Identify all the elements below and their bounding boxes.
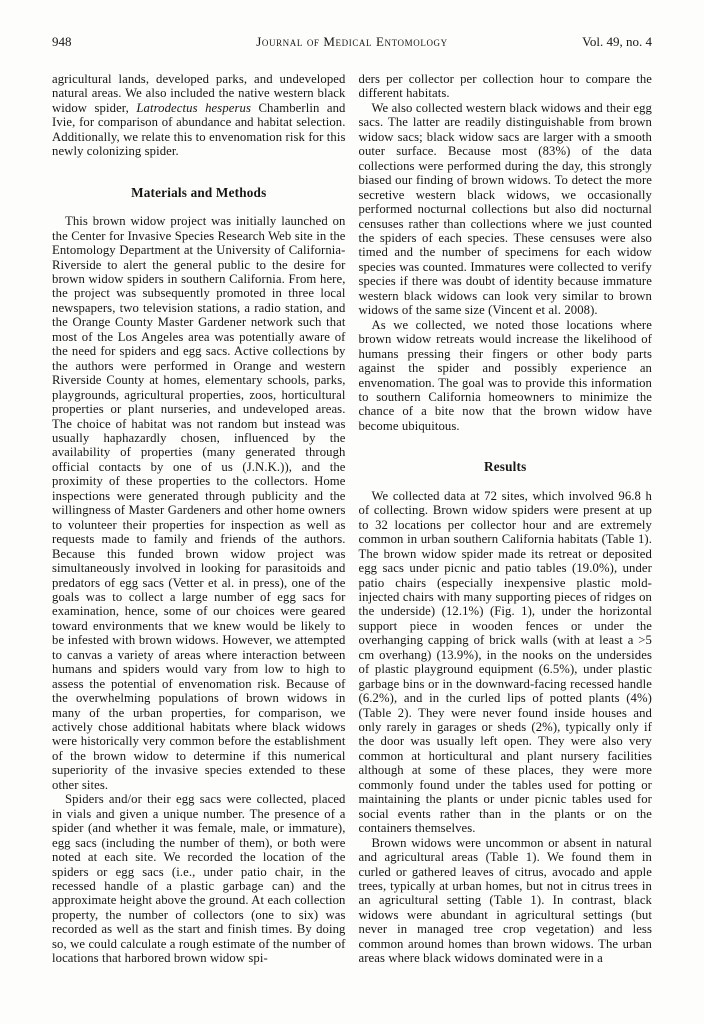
volume-issue: Vol. 49, no. 4 bbox=[582, 34, 652, 49]
left-column bbox=[52, 72, 346, 966]
species-name: Latrodectus hesperus bbox=[136, 100, 252, 115]
methods-paragraph-4: As we collected, we noted those locations where brown widow retreats would increase the likelihood of humans pressing their fingers or other body parts against the spider and possibly experience an envenomation. The goal was to provide this information to southern California homeowners to minimize the chance of a bite now that the brown widow have become ubiquitous. bbox=[358, 317, 652, 433]
page-number: 948 bbox=[52, 34, 72, 49]
journal-title: Journal of Medical Entomology bbox=[256, 34, 448, 49]
methods-paragraph-1: This brown widow project was initially launched on the Center for Invasive Species Research Web site in the Entomology Department at the University of California-Riverside to alert the general public to the desire for brown widow spiders in southern California. From here, the project was subsequently promoted in three local newspapers, two television stations, a radio station, and the Orange County Master Gardener network such that most of the Los Angeles area was potentially aware of the need for spiders and egg sacs. Active collections by the authors were performed in Orange and western Riverside County at homes, elementary schools, parks, playgrounds, agricultural properties, zoos, horticultural properties or plant nurseries, and undeveloped areas. The choice of habitat was not random but instead was usually haphazardly chosen, influenced by the availability of properties (many generated through official contacts by one of us (J.N.K.)), and the proximity of these properties to the collectors. Home inspections were generated through publicity and the willingness of Master Gardeners and other home owners to volunteer their properties for inspection as well as requests made to family and friends of the authors. Because this funded brown widow project was simultaneously involved in looking for parasitoids and predators of egg sacs (Vetter et al. in press), one of the goals was to collect a large number of egg sacs for examination, hence, some of our choices were geared toward environments that we knew would be likely to be infested with brown widows. However, we attempted to canvas a variety of areas where interaction between humans and spiders would vary from low to high to assess the potential of envenomation risk. Because of the overwhelming populations of brown widows in many of the urban properties, for comparison, we actively chose additional habitats where black widows were historically very common before the establishment of the brown widow to determine if this numerical superiority of the invasive species extended to these other sites. bbox=[52, 214, 346, 792]
methods-paragraph-2: Spiders and/or their egg sacs were collected, placed in vials and given a unique number. The presence of a spider (and whether it was female, male, or immature), egg sacs (including the number of them), or both were noted at each site. We recorded the location of the spiders or egg sacs (i.e., under patio chair, in the recessed handle of a plastic garbage can) and the approximate height above the ground. At each collection property, the number of collectors (one to six) was recorded as well as the start and finish times. By doing so, we could calculate a rough estimate of the number of locations that harbored brown widow spi- bbox=[52, 792, 346, 966]
running-head bbox=[52, 34, 652, 50]
right-column bbox=[359, 72, 653, 966]
results-paragraph-1: We collected data at 72 sites, which involved 96.8 h of collecting. Brown widow spiders were present at up to 32 locations per collector hour and are extremely common in urban southern California habitats (Table 1). The brown widow spider made its retreat or deposited egg sacs under picnic and patio tables (19.0%), under patio chairs (especially inexpensive plastic mold-injected chairs with many supporting pieces of ridges on the underside) (12.1%) (Fig. 1), under the horizontal support piece in wooden fences or under the overhanging capping of brick walls (with at least a >5 cm overhang) (13.9%), in the nooks on the undersides of plastic playground equipment (6.5%), under plastic garbage bins or in the downward-facing recessed handle (6.2%), and in the curled lips of potted plants (4%) (Table 2). They were never found inside houses and only rarely in garages or sheds (2%), typically only if the door was usually left open. They were also very common at horticultural and plant nursery facilities although at some of these places, they were more commonly found under the tables used for potting or maintaining the plants or under picnic tables used for social events rather than in the plants or on the containers themselves. bbox=[358, 488, 652, 836]
intro-paragraph-continuation bbox=[52, 72, 346, 159]
two-column-body bbox=[52, 72, 652, 966]
methods-paragraph-continuation: ders per collector per collection hour to compare the different habitats. bbox=[358, 72, 652, 101]
results-heading: Results bbox=[484, 459, 527, 475]
methods-paragraph-3: We also collected western black widows and their egg sacs. The latter are readily distinguishable from brown widow sacs; black widow sacs are larger with a smooth outer surface. Because most (83%) of the data collections were performed during the day, this strongly biased our finding of brown widows. To detect the more secretive western black widows, we occasionally performed nocturnal collections but also did nocturnal censuses rather than collections where we just counted the spiders of each species. These censuses were also timed and the number of specimens for each widow species was counted. Immatures were collected to verify species if there was doubt of identity because immature western black widows can look very similar to brown widows of the same size (Vincent et al. 2008). bbox=[358, 100, 652, 318]
results-paragraph-2: Brown widows were uncommon or absent in natural and agricultural areas (Table 1). We found them in curled or gathered leaves of citrus, avocado and apple trees, typically at urban homes, but not in citrus trees in an agricultural setting (Table 1). In contrast, black widows were abundant in agricultural settings (but never in managed tree crop vegetation) and less common around homes than brown widows. The urban areas where black widows dominated were in a bbox=[358, 835, 652, 966]
intro-text-after: Chamberlin and Ivie, for comparison of abundance and habitat selection. Additionally, we relate this to envenomation risk for this newly colonizing spider. bbox=[52, 100, 346, 159]
intro-text-before: agricultural lands, developed parks, and undeveloped natural areas. We also included the native western black widow spider, bbox=[52, 72, 346, 115]
materials-methods-heading: Materials and Methods bbox=[131, 184, 267, 200]
